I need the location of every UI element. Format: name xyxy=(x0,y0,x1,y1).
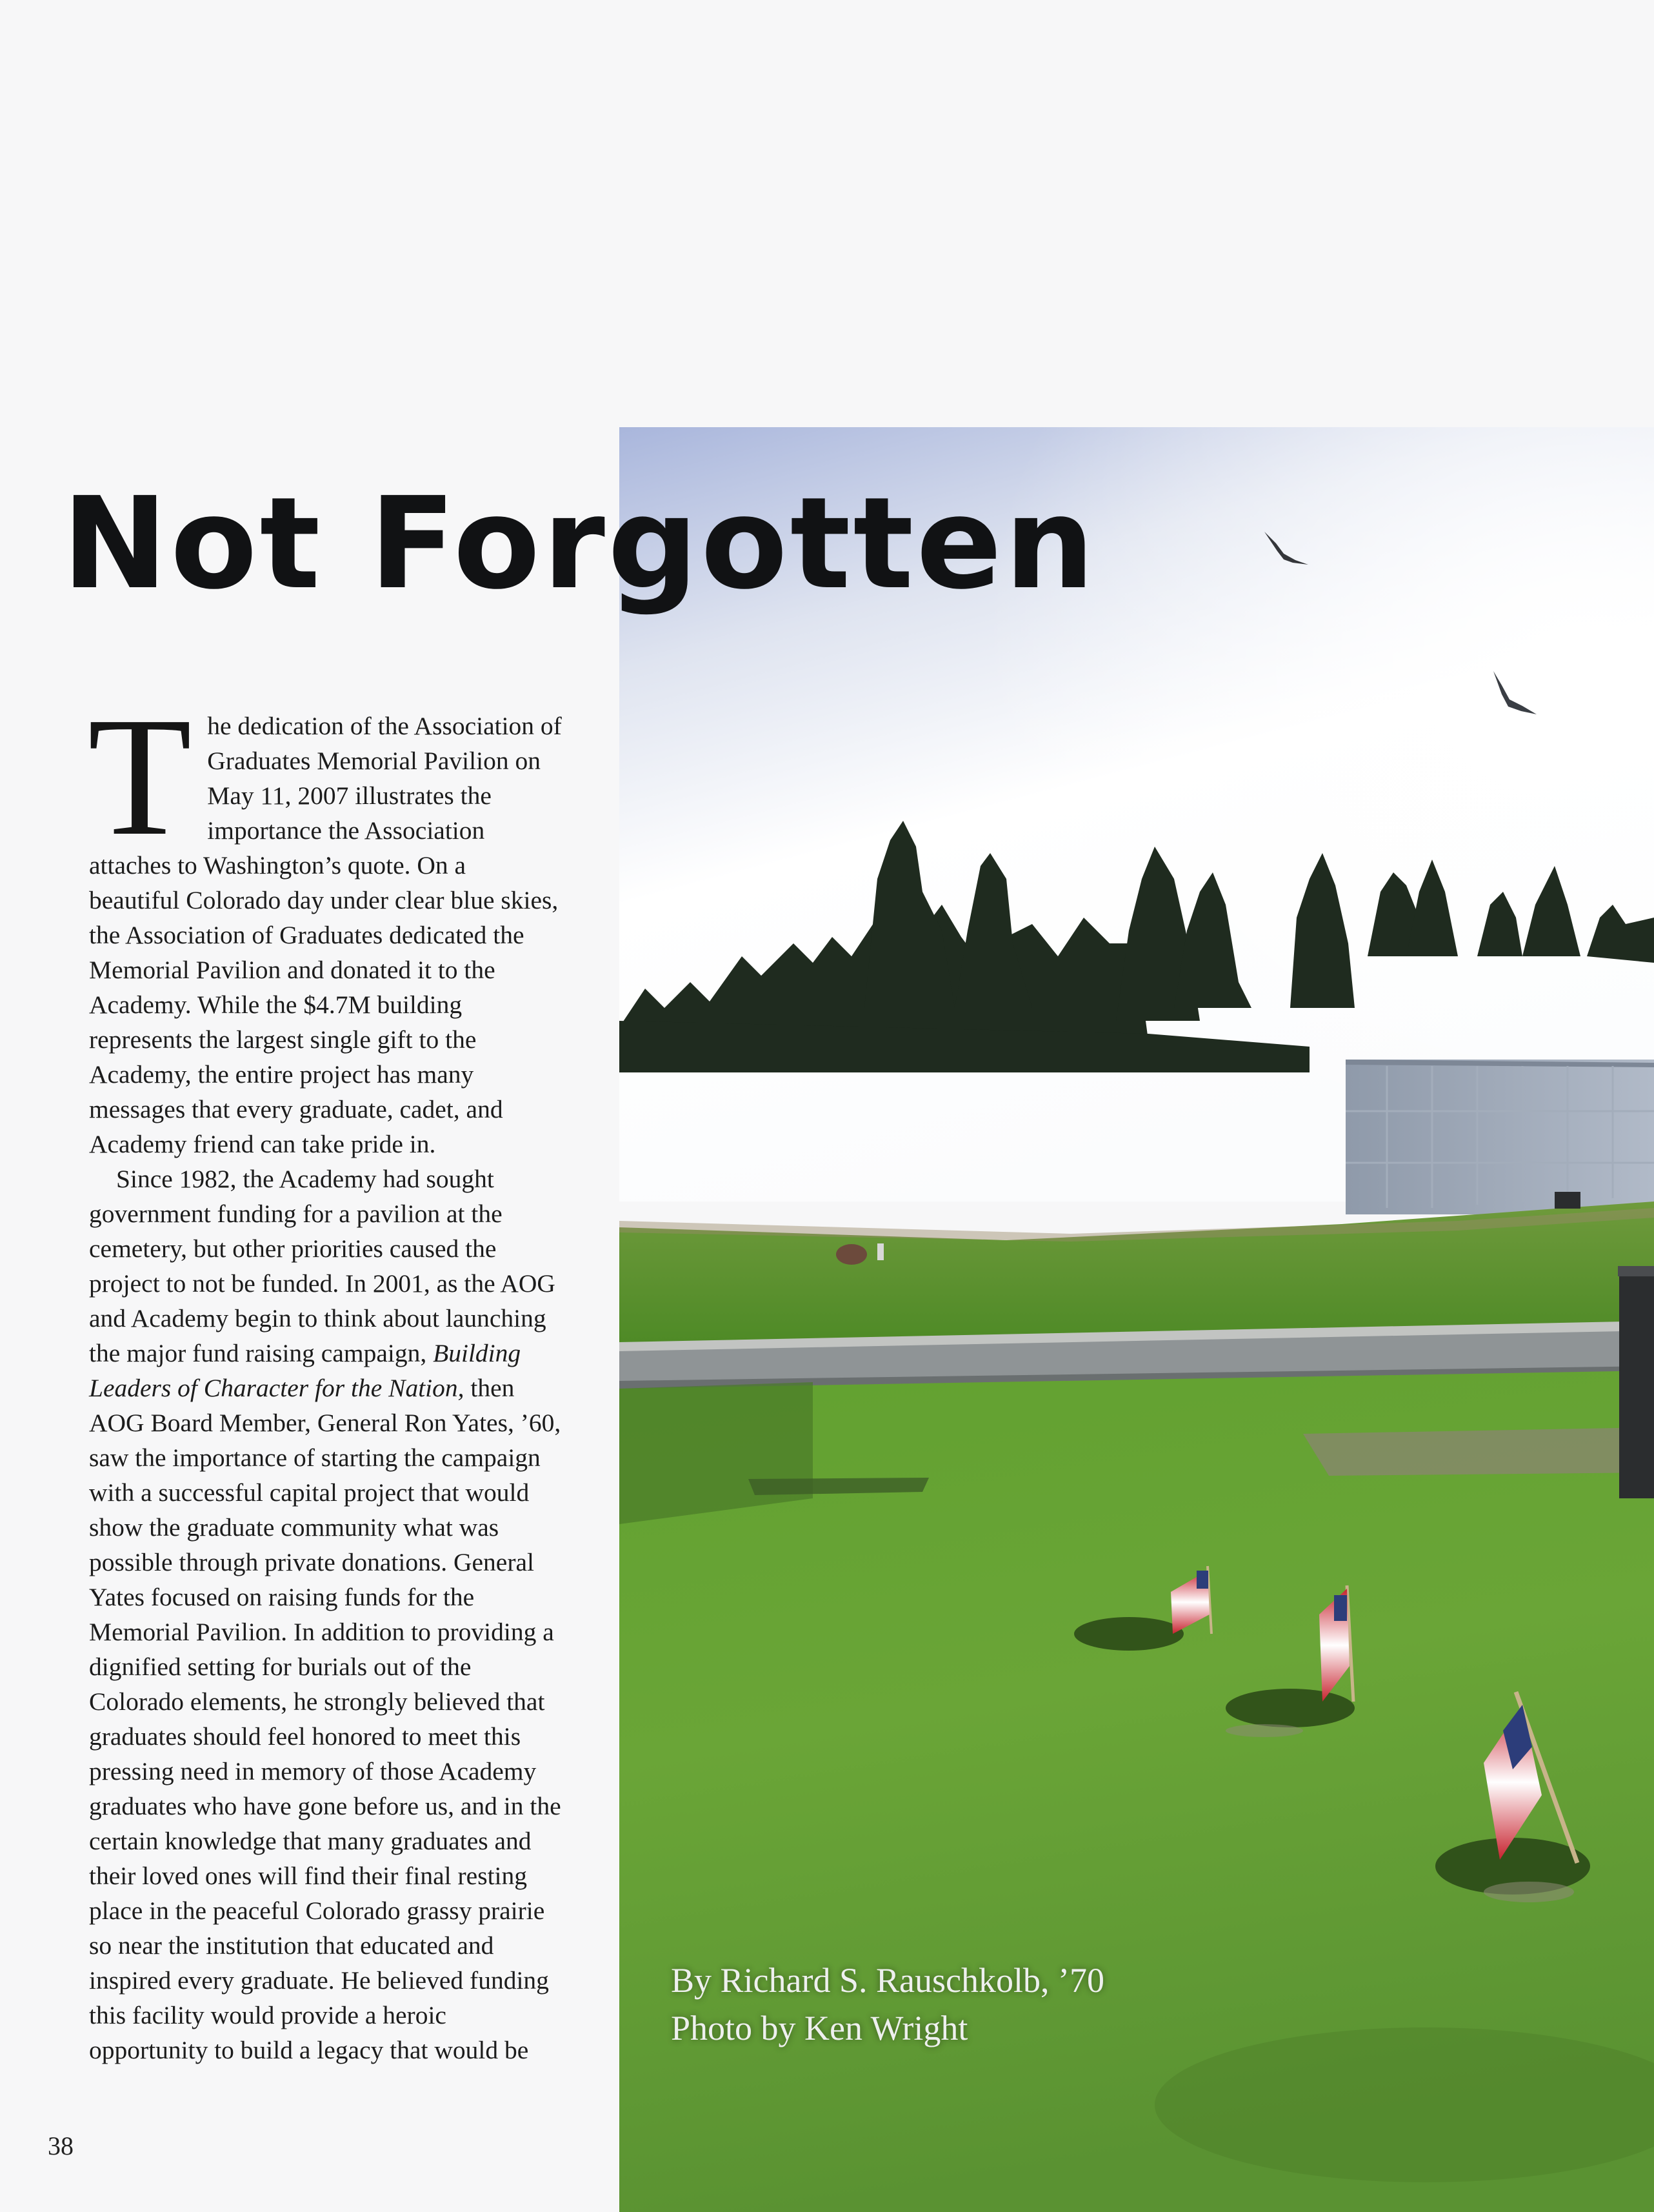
campaign-name: Building Leaders of Character for the Nation, xyxy=(89,1339,521,1402)
page-number: 38 xyxy=(48,2131,74,2160)
paragraph-1 xyxy=(88,683,563,1161)
cemetery-photo-art xyxy=(619,427,1654,2212)
memorial-pavilion xyxy=(1346,1060,1654,1214)
paragraph-2-text-a: Since 1982, the Academy had sought government funding for a pavilion at the cemetery, but other priorities caused the project to not be funded. In 2001, as the AOG and Academy begin to think about launching the major fund raising campaign, xyxy=(89,1165,555,1367)
article-body xyxy=(88,683,563,2067)
cemetery-photo xyxy=(619,427,1654,2212)
paragraph-1-text: he dedication of the Association of Graduates Memorial Pavilion on May 11, 2007 illustrates the importance the Association attaches to Washington’s quote. On a beautiful Colorado day under clear blue skies, the Association of Graduates dedicated the Memorial Pavilion and donated it to the Academy. While the $4.7M building represents the largest single gift to the Academy, the entire project has many messages that every graduate, cadet, and Academy friend can take pride in. xyxy=(89,712,562,1158)
drop-cap: T xyxy=(88,683,192,871)
paragraph-2-text-b: then AOG Board Member, General Ron Yates, ’60, saw the importance of starting the campaign with a successful capital project that would show the graduate community what was possible through private donations. General Yates focused on raising funds for the Memorial Pavilion. In addition to providing a dignified setting for burials out of the Colorado elements, he strongly believed that graduates should feel honored to meet this pressing need in memory of those Academy graduates who have gone before us, and in the certain knowledge that many graduates and their loved ones will find their final resting place in the peaceful Colorado grassy prairie so near the institution that educated and inspired every graduate. He believed funding this facility would provide a heroic opportunity to build a legacy that would be xyxy=(89,1374,561,2064)
photo-credit: Photo by Ken Wright xyxy=(671,2009,968,2047)
paragraph-2 xyxy=(89,1161,563,2067)
byline: By Richard S. Rauschkolb, ’70 xyxy=(671,1961,1104,2000)
article-title: Not Forgotten xyxy=(62,470,1097,618)
credits xyxy=(671,1956,1104,2052)
